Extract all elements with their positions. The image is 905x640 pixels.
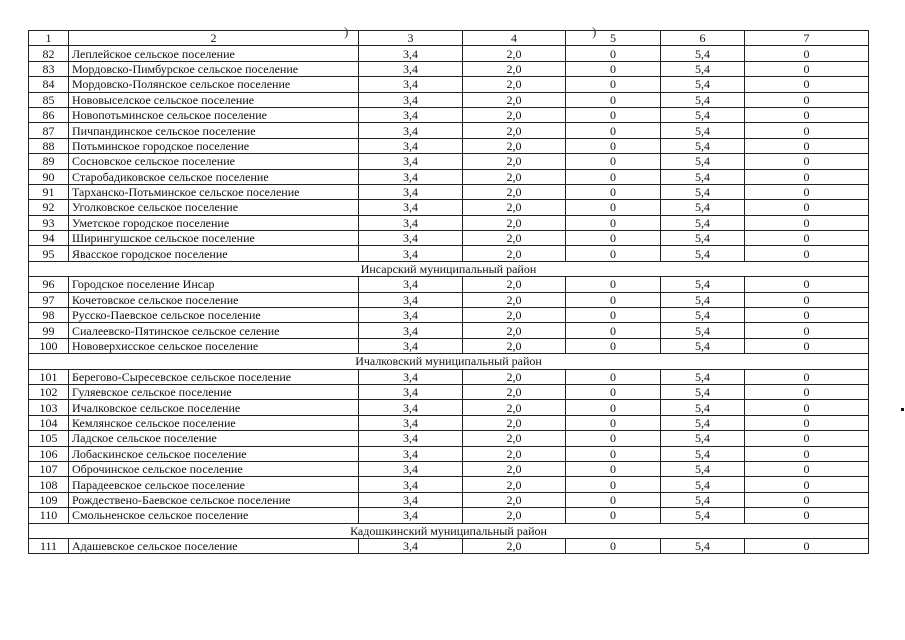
value-cell: 3,4 [359, 477, 463, 492]
value-cell: 2,0 [463, 400, 566, 415]
settlement-name: Лобаскинское сельское поселение [69, 446, 359, 461]
value-cell: 2,0 [463, 46, 566, 61]
table-row [29, 384, 869, 399]
value-cell: 0 [566, 431, 661, 446]
table-row [29, 431, 869, 446]
table-row [29, 461, 869, 476]
value-cell: 5,4 [661, 61, 745, 76]
settlement-name: Старобадиковское сельское поселение [69, 169, 359, 184]
value-cell: 5,4 [661, 415, 745, 430]
settlement-name: Пичпандинское сельское поселение [69, 123, 359, 138]
value-cell: 0 [566, 138, 661, 153]
settlement-name: Адашевское сельское поселение [69, 538, 359, 553]
value-cell: 0 [745, 415, 869, 430]
table-row [29, 323, 869, 338]
value-cell: 0 [566, 323, 661, 338]
settlement-name: Оброчинское сельское поселение [69, 461, 359, 476]
value-cell: 2,0 [463, 446, 566, 461]
table-row [29, 338, 869, 353]
value-cell: 0 [745, 492, 869, 507]
value-cell: 2,0 [463, 461, 566, 476]
value-cell: 2,0 [463, 169, 566, 184]
table-row [29, 277, 869, 292]
value-cell: 0 [745, 169, 869, 184]
value-cell: 3,4 [359, 308, 463, 323]
value-cell: 2,0 [463, 277, 566, 292]
section-row [29, 523, 869, 538]
scan-artifact: ) [344, 24, 349, 39]
table-row [29, 292, 869, 307]
row-number: 106 [29, 446, 69, 461]
value-cell: 5,4 [661, 184, 745, 199]
row-number: 99 [29, 323, 69, 338]
section-title: Ичалковский муниципальный район [29, 354, 869, 369]
value-cell: 3,4 [359, 338, 463, 353]
row-number: 97 [29, 292, 69, 307]
value-cell: 2,0 [463, 154, 566, 169]
value-cell: 3,4 [359, 277, 463, 292]
value-cell: 0 [566, 169, 661, 184]
value-cell: 0 [745, 107, 869, 122]
value-cell: 2,0 [463, 292, 566, 307]
table-row [29, 400, 869, 415]
value-cell: 5,4 [661, 231, 745, 246]
value-cell: 3,4 [359, 184, 463, 199]
value-cell: 2,0 [463, 123, 566, 138]
value-cell: 5,4 [661, 323, 745, 338]
value-cell: 2,0 [463, 231, 566, 246]
row-number: 102 [29, 384, 69, 399]
value-cell: 0 [566, 415, 661, 430]
table-row [29, 415, 869, 430]
section-title: Кадошкинский муниципальный район [29, 523, 869, 538]
settlement-name: Тарханско-Потьминское сельское поселение [69, 184, 359, 199]
value-cell: 0 [566, 184, 661, 199]
value-cell: 3,4 [359, 46, 463, 61]
settlement-name: Смольненское сельское поселение [69, 508, 359, 523]
column-header: 4 [463, 31, 566, 46]
settlement-name: Сосновское сельское поселение [69, 154, 359, 169]
value-cell: 2,0 [463, 246, 566, 261]
row-number: 100 [29, 338, 69, 353]
value-cell: 0 [566, 538, 661, 553]
value-cell: 0 [566, 308, 661, 323]
table-row [29, 184, 869, 199]
value-cell: 0 [566, 246, 661, 261]
value-cell: 0 [566, 200, 661, 215]
value-cell: 0 [745, 446, 869, 461]
row-number: 92 [29, 200, 69, 215]
value-cell: 0 [745, 123, 869, 138]
value-cell: 3,4 [359, 231, 463, 246]
table-body [29, 31, 869, 554]
section-row [29, 354, 869, 369]
value-cell: 2,0 [463, 508, 566, 523]
value-cell: 2,0 [463, 369, 566, 384]
value-cell: 5,4 [661, 154, 745, 169]
value-cell: 0 [566, 154, 661, 169]
table-row [29, 169, 869, 184]
value-cell: 3,4 [359, 246, 463, 261]
column-header: 7 [745, 31, 869, 46]
settlement-name: Ширингушское сельское поселение [69, 231, 359, 246]
value-cell: 0 [745, 308, 869, 323]
row-number: 101 [29, 369, 69, 384]
value-cell: 5,4 [661, 338, 745, 353]
header-row [29, 31, 869, 46]
row-number: 83 [29, 61, 69, 76]
settlement-name: Нововерхисское сельское поселение [69, 338, 359, 353]
value-cell: 3,4 [359, 292, 463, 307]
settlement-name: Городское поселение Инсар [69, 277, 359, 292]
value-cell: 5,4 [661, 308, 745, 323]
value-cell: 0 [745, 77, 869, 92]
table-row [29, 369, 869, 384]
value-cell: 3,4 [359, 107, 463, 122]
value-cell: 3,4 [359, 154, 463, 169]
value-cell: 0 [745, 200, 869, 215]
scan-artifact: ) [592, 24, 597, 39]
value-cell: 0 [745, 246, 869, 261]
value-cell: 5,4 [661, 277, 745, 292]
settlement-name: Рождествено-Баевское сельское поселение [69, 492, 359, 507]
table-row [29, 538, 869, 553]
value-cell: 0 [745, 138, 869, 153]
value-cell: 3,4 [359, 384, 463, 399]
row-number: 107 [29, 461, 69, 476]
row-number: 82 [29, 46, 69, 61]
settlement-name: Мордовско-Пимбурское сельское поселение [69, 61, 359, 76]
value-cell: 3,4 [359, 138, 463, 153]
value-cell: 2,0 [463, 138, 566, 153]
value-cell: 0 [745, 508, 869, 523]
value-cell: 3,4 [359, 461, 463, 476]
settlement-name: Мордовско-Полянское сельское поселение [69, 77, 359, 92]
value-cell: 2,0 [463, 200, 566, 215]
table-row [29, 123, 869, 138]
table-row [29, 77, 869, 92]
value-cell: 3,4 [359, 538, 463, 553]
row-number: 95 [29, 246, 69, 261]
value-cell: 3,4 [359, 369, 463, 384]
column-header: 2 [69, 31, 359, 46]
value-cell: 0 [745, 292, 869, 307]
column-header: 3 [359, 31, 463, 46]
value-cell: 2,0 [463, 323, 566, 338]
value-cell: 3,4 [359, 400, 463, 415]
settlement-name: Русско-Паевское сельское поселение [69, 308, 359, 323]
value-cell: 5,4 [661, 138, 745, 153]
value-cell: 0 [745, 384, 869, 399]
row-number: 96 [29, 277, 69, 292]
value-cell: 3,4 [359, 431, 463, 446]
value-cell: 5,4 [661, 446, 745, 461]
value-cell: 3,4 [359, 123, 463, 138]
value-cell: 0 [745, 61, 869, 76]
row-number: 88 [29, 138, 69, 153]
value-cell: 0 [745, 338, 869, 353]
value-cell: 2,0 [463, 477, 566, 492]
settlement-name: Парадеевское сельское поселение [69, 477, 359, 492]
value-cell: 0 [566, 400, 661, 415]
column-header: 6 [661, 31, 745, 46]
value-cell: 2,0 [463, 92, 566, 107]
section-title: Инсарский муниципальный район [29, 261, 869, 276]
value-cell: 3,4 [359, 77, 463, 92]
table-row [29, 508, 869, 523]
section-row [29, 261, 869, 276]
settlement-name: Кочетовское сельское поселение [69, 292, 359, 307]
value-cell: 0 [566, 215, 661, 230]
value-cell: 0 [745, 323, 869, 338]
value-cell: 5,4 [661, 46, 745, 61]
row-number: 91 [29, 184, 69, 199]
row-number: 98 [29, 308, 69, 323]
value-cell: 0 [566, 46, 661, 61]
table-row [29, 46, 869, 61]
value-cell: 5,4 [661, 92, 745, 107]
value-cell: 2,0 [463, 215, 566, 230]
value-cell: 2,0 [463, 538, 566, 553]
value-cell: 0 [745, 477, 869, 492]
settlement-name: Явасское городское поселение [69, 246, 359, 261]
value-cell: 3,4 [359, 508, 463, 523]
settlement-name: Уголковское сельское поселение [69, 200, 359, 215]
table-row [29, 477, 869, 492]
value-cell: 0 [745, 92, 869, 107]
value-cell: 0 [745, 277, 869, 292]
row-number: 87 [29, 123, 69, 138]
value-cell: 0 [566, 477, 661, 492]
value-cell: 0 [745, 461, 869, 476]
value-cell: 5,4 [661, 508, 745, 523]
value-cell: 0 [566, 92, 661, 107]
settlement-name: Новопотьминское сельское поселение [69, 107, 359, 122]
value-cell: 0 [566, 338, 661, 353]
value-cell: 2,0 [463, 384, 566, 399]
value-cell: 3,4 [359, 61, 463, 76]
value-cell: 5,4 [661, 107, 745, 122]
value-cell: 0 [566, 123, 661, 138]
value-cell: 5,4 [661, 384, 745, 399]
value-cell: 0 [745, 46, 869, 61]
value-cell: 0 [566, 77, 661, 92]
scan-dot [901, 408, 904, 411]
value-cell: 0 [745, 431, 869, 446]
value-cell: 2,0 [463, 338, 566, 353]
value-cell: 5,4 [661, 292, 745, 307]
value-cell: 0 [566, 231, 661, 246]
settlement-name: Кемлянское сельское поселение [69, 415, 359, 430]
row-number: 86 [29, 107, 69, 122]
value-cell: 3,4 [359, 492, 463, 507]
settlement-name: Уметское городское поселение [69, 215, 359, 230]
settlement-name: Ичалковское сельское поселение [69, 400, 359, 415]
value-cell: 0 [745, 215, 869, 230]
value-cell: 3,4 [359, 169, 463, 184]
column-header: 1 [29, 31, 69, 46]
value-cell: 2,0 [463, 77, 566, 92]
table-row [29, 446, 869, 461]
value-cell: 3,4 [359, 323, 463, 338]
row-number: 90 [29, 169, 69, 184]
settlement-name: Потьминское городское поселение [69, 138, 359, 153]
value-cell: 5,4 [661, 431, 745, 446]
row-number: 109 [29, 492, 69, 507]
value-cell: 5,4 [661, 492, 745, 507]
value-cell: 3,4 [359, 446, 463, 461]
value-cell: 0 [745, 184, 869, 199]
value-cell: 0 [745, 154, 869, 169]
value-cell: 5,4 [661, 169, 745, 184]
row-number: 89 [29, 154, 69, 169]
value-cell: 3,4 [359, 215, 463, 230]
table-row [29, 308, 869, 323]
column-header: 5 [566, 31, 661, 46]
row-number: 94 [29, 231, 69, 246]
value-cell: 5,4 [661, 477, 745, 492]
value-cell: 0 [566, 107, 661, 122]
settlement-name: Сиалеевско-Пятинское сельское селение [69, 323, 359, 338]
value-cell: 0 [566, 492, 661, 507]
row-number: 84 [29, 77, 69, 92]
value-cell: 2,0 [463, 415, 566, 430]
value-cell: 3,4 [359, 200, 463, 215]
value-cell: 0 [745, 369, 869, 384]
settlement-name: Ладское сельское поселение [69, 431, 359, 446]
row-number: 111 [29, 538, 69, 553]
value-cell: 5,4 [661, 461, 745, 476]
value-cell: 0 [566, 446, 661, 461]
value-cell: 5,4 [661, 400, 745, 415]
table-row [29, 231, 869, 246]
table-row [29, 215, 869, 230]
value-cell: 2,0 [463, 308, 566, 323]
data-table [28, 30, 869, 554]
value-cell: 5,4 [661, 77, 745, 92]
row-number: 104 [29, 415, 69, 430]
value-cell: 5,4 [661, 246, 745, 261]
row-number: 108 [29, 477, 69, 492]
table-row [29, 492, 869, 507]
value-cell: 0 [745, 400, 869, 415]
value-cell: 5,4 [661, 123, 745, 138]
value-cell: 2,0 [463, 492, 566, 507]
settlement-name: Леплейское сельское поселение [69, 46, 359, 61]
value-cell: 5,4 [661, 215, 745, 230]
value-cell: 2,0 [463, 431, 566, 446]
value-cell: 2,0 [463, 61, 566, 76]
value-cell: 0 [566, 369, 661, 384]
value-cell: 0 [566, 461, 661, 476]
value-cell: 5,4 [661, 538, 745, 553]
table-row [29, 246, 869, 261]
value-cell: 0 [745, 231, 869, 246]
row-number: 110 [29, 508, 69, 523]
table-row [29, 200, 869, 215]
settlement-name: Гуляевское сельское поселение [69, 384, 359, 399]
settlement-name: Нововыселское сельское поселение [69, 92, 359, 107]
value-cell: 0 [566, 61, 661, 76]
value-cell: 0 [745, 538, 869, 553]
row-number: 93 [29, 215, 69, 230]
value-cell: 5,4 [661, 369, 745, 384]
value-cell: 2,0 [463, 107, 566, 122]
table-row [29, 107, 869, 122]
row-number: 103 [29, 400, 69, 415]
value-cell: 3,4 [359, 92, 463, 107]
settlement-name: Берегово-Сыресевское сельское поселение [69, 369, 359, 384]
value-cell: 0 [566, 384, 661, 399]
row-number: 105 [29, 431, 69, 446]
table-row [29, 138, 869, 153]
row-number: 85 [29, 92, 69, 107]
table-row [29, 154, 869, 169]
table-row [29, 92, 869, 107]
value-cell: 0 [566, 277, 661, 292]
value-cell: 2,0 [463, 184, 566, 199]
value-cell: 0 [566, 292, 661, 307]
table-row [29, 61, 869, 76]
value-cell: 5,4 [661, 200, 745, 215]
value-cell: 3,4 [359, 415, 463, 430]
value-cell: 0 [566, 508, 661, 523]
